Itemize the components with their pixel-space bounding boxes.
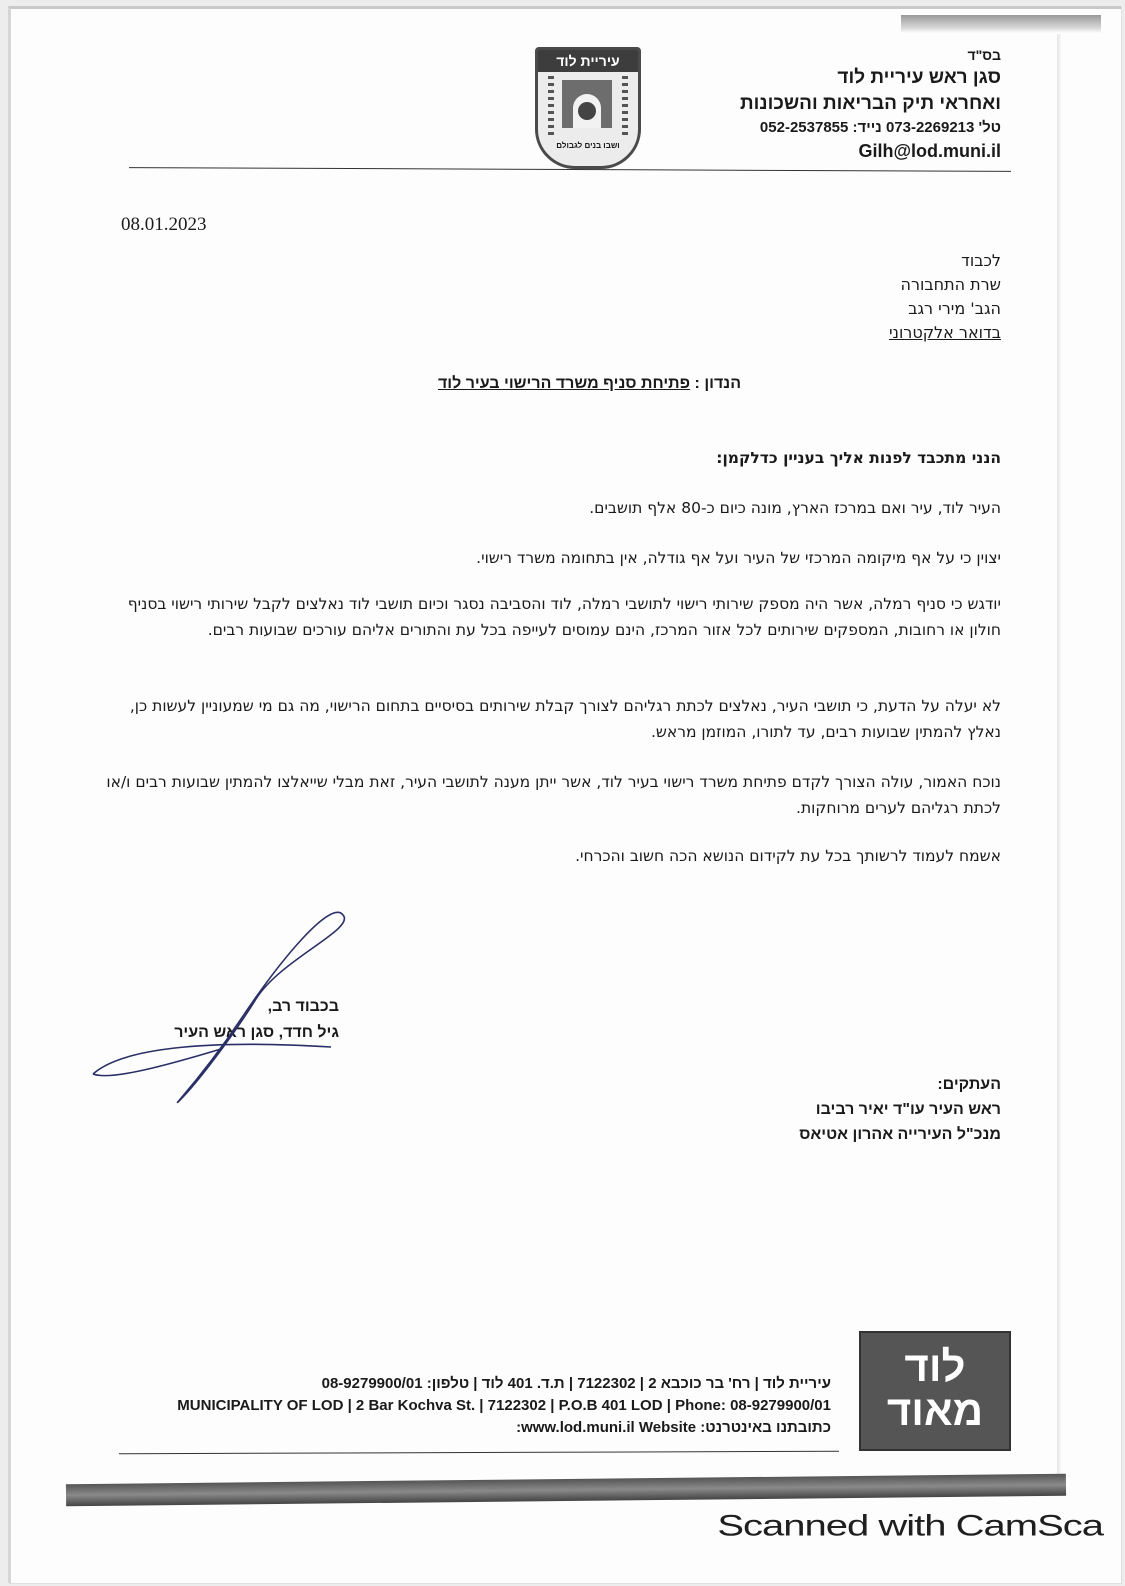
website-label-he: כתובתנו באינטרנט: (700, 1419, 831, 1436)
recipient-salutation: לכבוד (961, 251, 1001, 270)
tree-icon (578, 102, 596, 120)
subject-label: הנדון : (694, 375, 741, 392)
footer-divider (119, 1451, 839, 1455)
website-url[interactable]: www.lod.muni.il (521, 1419, 635, 1436)
website-label-en: Website: (516, 1419, 697, 1436)
body-paragraph: יודגש כי סניף רמלה, אשר היה מספק שירותי רישוי לתושבי רמלה, לוד והסביבה נסגר וכיום תושבי לוד נאלצים לקבל שירותי רישוי בסניף חולון או רחובות, המספקים שירותים לכל אזור המרכז, הינם עמוסים לעייפה בכל עת והתורים אליהם עורכים שבועות רבים. (127, 595, 1001, 639)
subject-line (311, 375, 741, 393)
body-paragraph: נוכח האמור, עולה הצורך לקדם פתיחת משרד רישוי בעיר לוד, אשר ייתן מענה לתושבי העיר, זאת מבלי שייאלצו להמתין שבועות רבים ו/או לכתת רגליהם לערים מרוחקות. (106, 773, 1001, 817)
subject-text: פתיחת סניף משרד הרישוי בעיר לוד (437, 375, 691, 392)
crest-emblem (538, 72, 638, 152)
footer-hebrew-address: עיריית לוד | רח' בר כוכבא 2 | 7122302 | ת.ד. 401 לוד | טלפון: 08-9279900/01 (321, 1375, 831, 1392)
logo-text: לוד מאוד (886, 1343, 984, 1434)
copy-recipient: ראש העיר עו"ד יאיר רביבו (815, 1101, 1001, 1118)
copy-recipient: מנכ"ל העירייה אהרון אטיאס (799, 1126, 1001, 1143)
body-paragraph: יצוין כי על אף מיקומה המרכזי של העיר ועל אף גודלה, אין בתחומה משרד רישוי. (476, 549, 1001, 567)
footer-english-address: MUNICIPALITY OF LOD | 2 Bar Kochva St. | 7122302 | P.O.B 401 LOD | Phone: 08-9279900/01 (177, 1397, 831, 1414)
paper-edge (1057, 34, 1061, 1474)
recipient-title: שרת התחבורה (900, 275, 1001, 294)
city-crest-icon (535, 47, 641, 169)
sender-role: ואחראי תיק הבריאות והשכונות (740, 93, 1001, 114)
scan-shadow (901, 15, 1101, 33)
bsd-mark: בס"ד (967, 47, 1001, 63)
recipient-block (701, 249, 1001, 345)
letterhead (601, 47, 1001, 163)
crest-title: עיריית לוד (538, 50, 638, 72)
body-paragraph: העיר לוד, עיר ואם במרכז הארץ, מונה כיום כ-80 אלף תושבים. (589, 499, 1001, 517)
sender-phone: טל' 073-2269213 נייד: 052-2537855 (759, 119, 1001, 136)
body-paragraph: אשמח לעמוד לרשותך בכל עת לקידום הנושא הכה חשוב והכרחי. (575, 847, 1001, 865)
letter-date: 08.01.2023 (121, 214, 207, 235)
scanner-watermark: Scanned with CamSca (717, 1509, 1103, 1542)
body-opening: הנני מתכבד לפנות אליך בעניין כדלקמן: (716, 449, 1001, 467)
closing-regards: בכבוד רב, (267, 998, 339, 1015)
letter-page (8, 6, 1121, 1583)
sender-email[interactable]: Gilh@lod.muni.il (858, 141, 1001, 161)
body-paragraph: לא יעלה על הדעת, כי תושבי העיר, נאלצים לכתת רגליהם לצורך קבלת שירותים בסיסיים בתחום הרישוי, מה גם מי שמעוניין לעשות כן, נאלץ להמתין שבועות רבים, עד לתורו, המוזמן מראש. (129, 697, 1001, 741)
footer-contact (131, 1373, 831, 1439)
recipient-name: הגב' מירי רגב (908, 299, 1001, 318)
scan-artifact-band (66, 1474, 1066, 1506)
copies-label: העתקים: (937, 1076, 1001, 1093)
wheat-icon (622, 76, 628, 136)
sender-title: סגן ראש עיריית לוד (837, 67, 1001, 88)
footer-website (131, 1417, 831, 1439)
copies-block (701, 1072, 1001, 1147)
signer-name: גיל חדד, סגן ראש העיר (174, 1024, 339, 1041)
delivery-method: בדואר אלקטרוני (888, 323, 1001, 342)
closing-block (119, 994, 339, 1046)
lod-logo-icon (859, 1331, 1011, 1451)
crest-motto: ושבו בנים לגבולם (556, 141, 620, 150)
wheat-icon (548, 76, 554, 136)
